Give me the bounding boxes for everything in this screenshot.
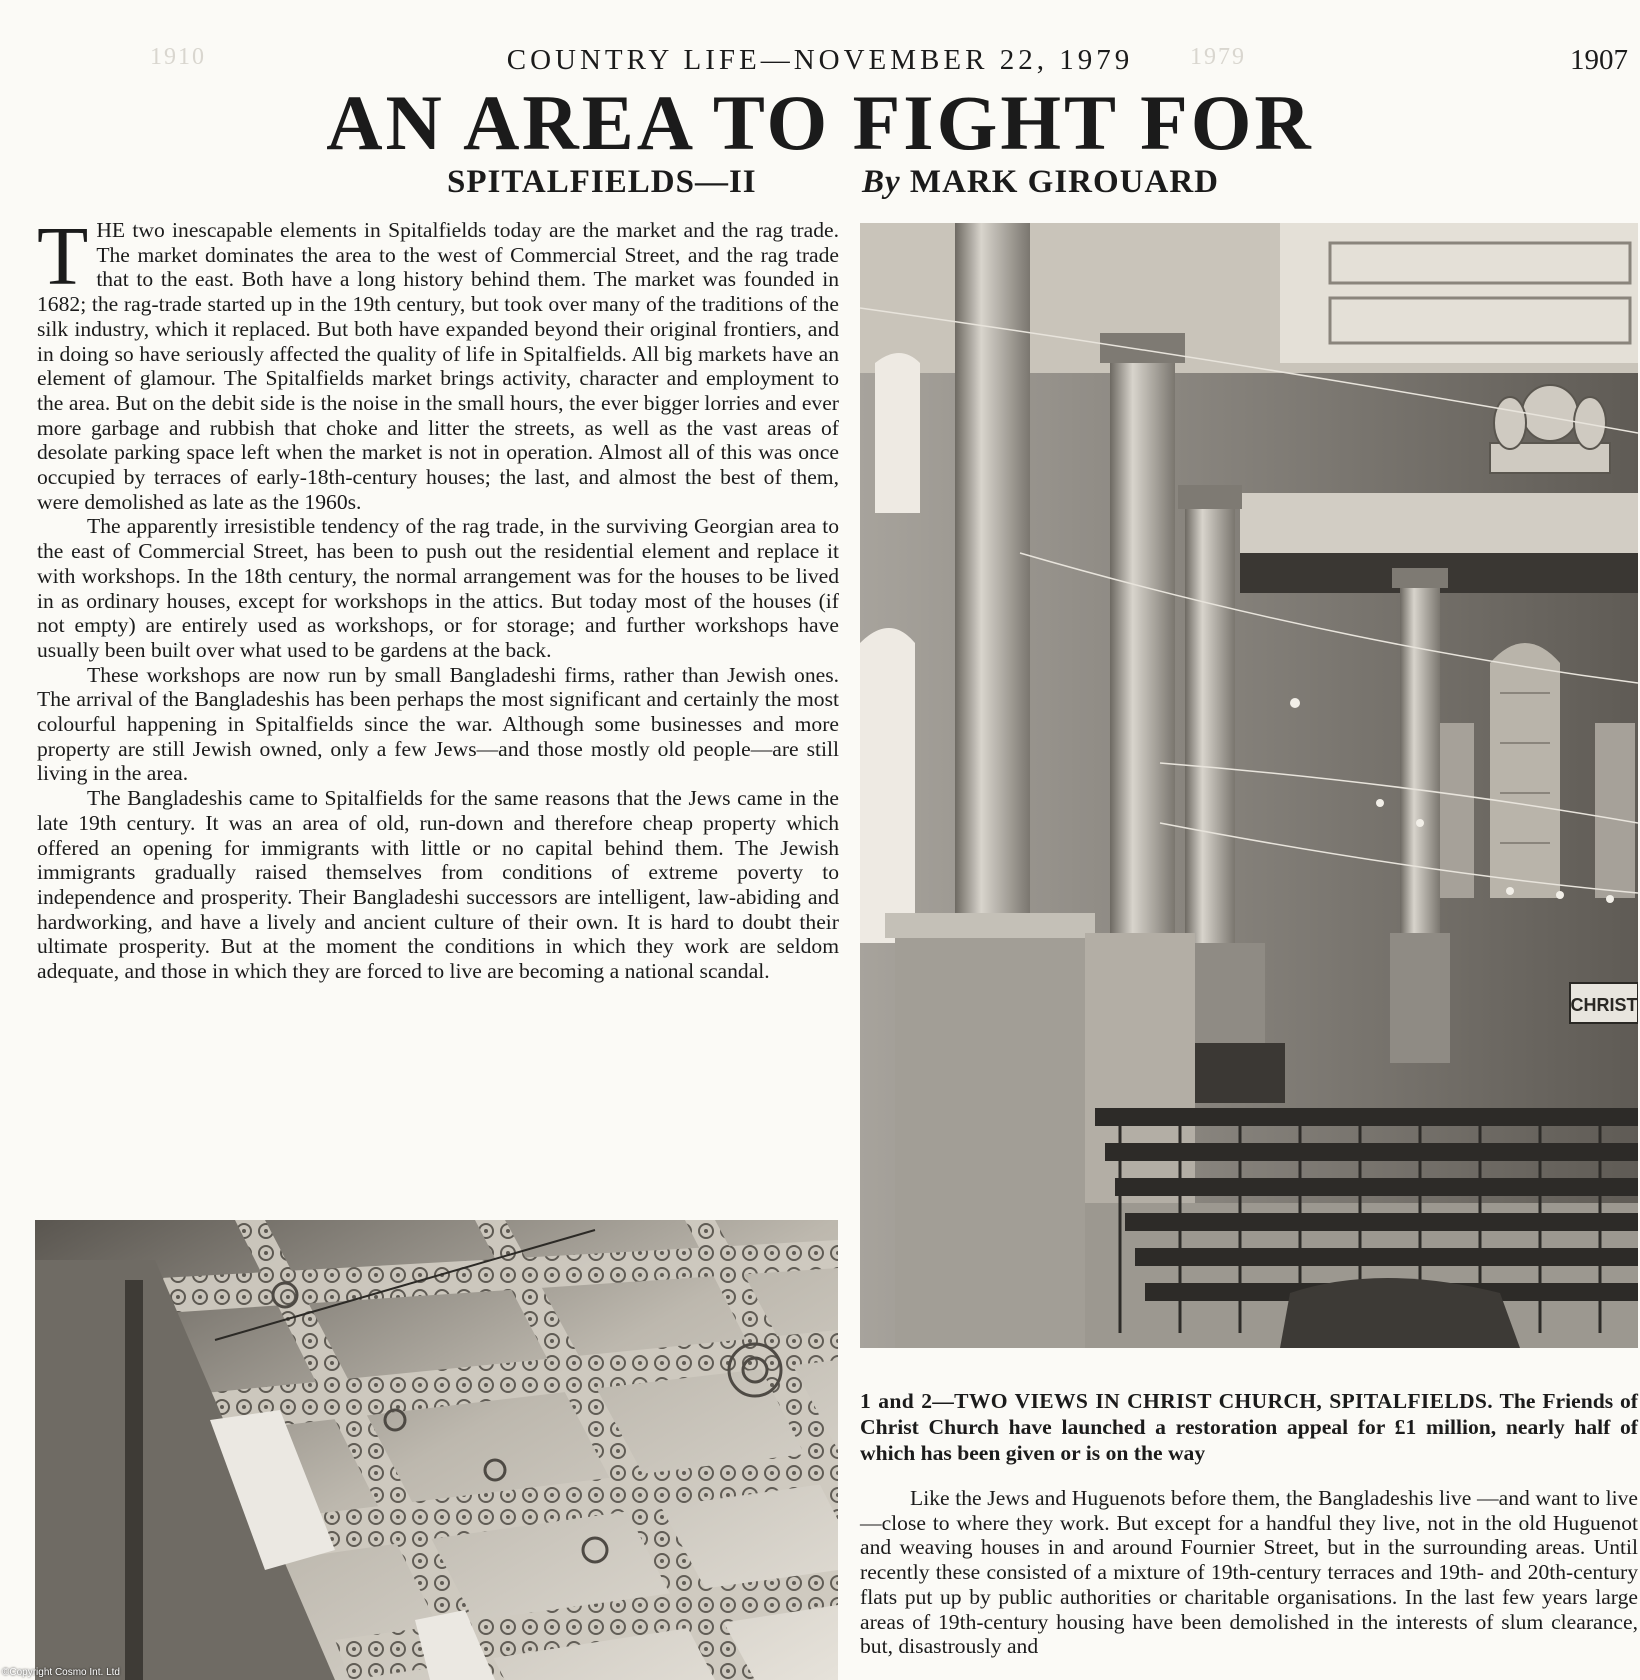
drop-cap: T <box>37 210 89 303</box>
byline-prefix: By <box>862 164 901 200</box>
caption-lead: 1 and 2—TWO VIEWS IN CHRIST CHURCH, SPITALFIELDS. <box>860 1389 1493 1413</box>
paragraph-3: These workshops are now run by small Bangladeshi firms, rather than Jewish ones. The arrival of the Bangladeshis has been perhaps the most significant and certainly the most colourful happening in Spitalfields since the war. Although some businesses and more property are still Jewish owned, only a few Jews—and those mostly old people—are still living in the area. <box>37 662 839 786</box>
photo-church-interior <box>860 223 1638 1348</box>
ghost-year: 1979 <box>1190 44 1246 70</box>
paragraph-2: The apparently irresistible tendency of the rag trade, in the surviving Georgian area to the east of Commercial Street, has been to push out the residential element and replace it with workshops. In the 18th century, the normal arrangement was for the houses to be lived in as ordinary houses, except for workshops in the attics. But today most of the houses (if not empty) are entirely used as workshops, or for storage; and further workshops have usually been built over what used to be gardens at the back. <box>37 514 839 662</box>
church-interior-illustration <box>860 223 1638 1348</box>
left-column <box>37 210 839 984</box>
paragraph-1 <box>37 210 839 514</box>
ceiling-illustration <box>35 1220 838 1680</box>
paragraph-5: Like the Jews and Huguenots before them, the Bangladeshis live —and want to live—close to where they work. But except for a handful they live, not in the old Huguenot and weaving houses in and around Fournier Street, but in the surrounding areas. Until recently these consisted of a mixture of 19th-century terraces and 19th- and 20th-century flats put up by public authorities or charitable organisations. In the last few years large areas of 19th-century housing have been demolished in the interests of slum clearance, but, disastrously and <box>860 1486 1638 1659</box>
copyright-notice: ©Copyright Cosmo Int. Ltd <box>2 1667 120 1678</box>
right-column <box>860 1486 1638 1659</box>
paragraph-1-text: HE two inescapable elements in Spitalfields today are the market and the rag trade. The market dominates the area to the west of Commercial Street, and the rag trade that to the east. Both have a long history behind them. The market was founded in 1682; the rag-trade started up in the 19th century, but took over many of the traditions of the silk industry, which it replaced. But both have expanded beyond their original frontiers, and in doing so have seriously affected the quality of life in Spitalfields. All big markets have an element of glamour. The Spitalfields market brings activity, character and employment to the area. But on the debit side is the noise in the small hours, the ever bigger lorries and ever more garbage and rubbish that choke and litter the streets, as well as the vast areas of desolate parking space left when the market is not in operation. Almost all of this was once occupied by terraces of early-18th-century houses; the last, and almost the best of them, were demolished as late as the 1960s. <box>37 218 839 514</box>
running-head: COUNTRY LIFE—NOVEMBER 22, 1979 <box>506 44 1134 76</box>
subhead: SPITALFIELDS—II <box>447 164 757 200</box>
christ-sign-text: CHRIST <box>1570 995 1638 1015</box>
page-number: 1907 <box>1570 44 1628 76</box>
paragraph-4: The Bangladeshis came to Spitalfields for the same reasons that the Jews came in the late 19th century. It was an area of old, run-down and therefore cheap property which offered an opening for immigrants with little or no capital behind them. The Jewish immigrants gradually raised themselves from conditions of extreme poverty to independence and prosperity. Their Bangladeshi successors are intelligent, law-abiding and hardworking, and have a lively and ancient culture of their own. It is hard to doubt their ultimate prosperity. But at the moment the conditions in which they work are seldom adequate, and those in which they are forced to live are becoming a national scandal. <box>37 786 839 984</box>
caption-text: The Friends of Christ Church have launched a restoration appeal for £1 million, nearly half of which has been given or is on the way <box>860 1389 1639 1465</box>
ghost-page-number: 1910 <box>150 44 206 70</box>
byline <box>862 164 1219 201</box>
photo-caption <box>860 1388 1638 1466</box>
headline: AN AREA TO FIGHT FOR <box>326 79 1314 166</box>
byline-author: MARK GIROUARD <box>909 164 1219 200</box>
photo-ceiling <box>35 1220 838 1680</box>
